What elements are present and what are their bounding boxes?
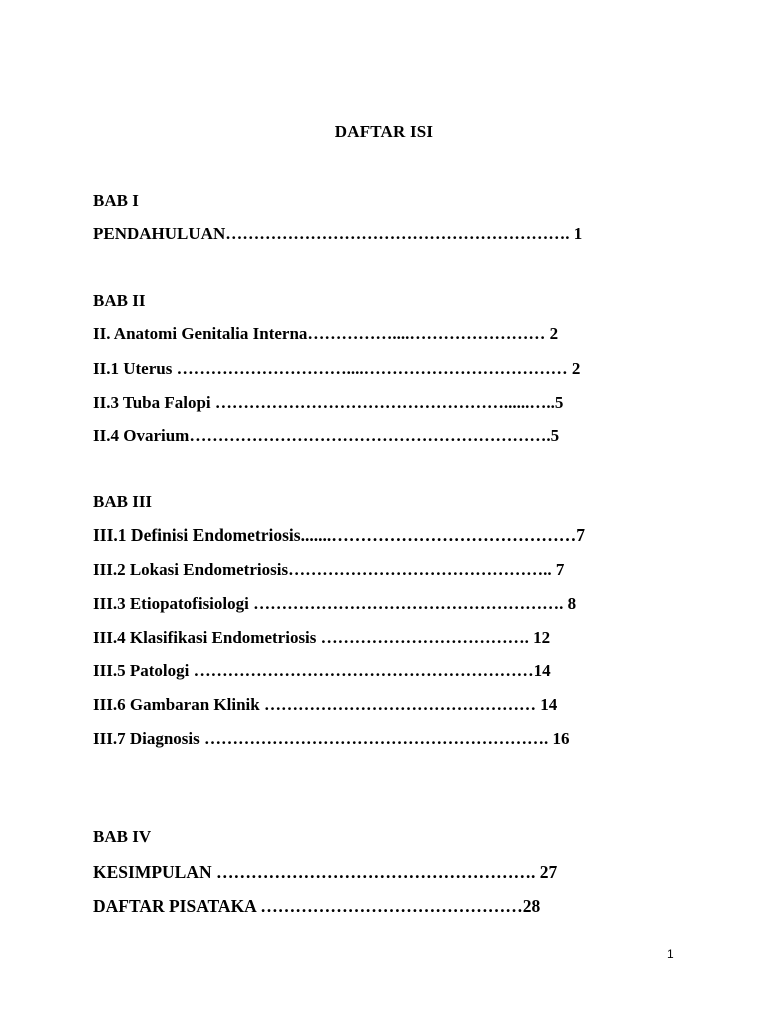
- page-title: DAFTAR ISI: [334, 122, 434, 141]
- chapter-2-heading: BAB II: [93, 291, 146, 310]
- toc-entry-ovarium: II.4 Ovarium……………………………………………………….5: [93, 426, 560, 445]
- chapter-4-heading: BAB IV: [93, 827, 152, 846]
- toc-entry-lokasi-endometriosis: III.2 Lokasi Endometriosis……………………………………….. 7: [93, 560, 565, 579]
- toc-entry-diagnosis: III.7 Diagnosis ……………………………………………………. 16: [93, 729, 570, 748]
- toc-entry-uterus: II.1 Uterus …………………………....……………………………… 2: [93, 359, 581, 378]
- toc-entry-tuba-falopi: II.3 Tuba Falopi ……………………………………………......…..5: [93, 393, 564, 412]
- toc-entry-gambaran-klinik: III.6 Gambaran Klinik ………………………………………… 14: [93, 695, 558, 714]
- page-number: 1: [667, 947, 674, 961]
- chapter-3-heading: BAB III: [93, 492, 153, 511]
- toc-entry-daftar-pustaka: DAFTAR PISATAKA ………………………………………28: [93, 896, 541, 916]
- toc-entry-pendahuluan: PENDAHULUAN……………………………………………………. 1: [93, 224, 583, 243]
- toc-entry-anatomi-genitalia-interna: II. Anatomi Genitalia Interna……………....…………………… 2: [93, 324, 559, 343]
- toc-entry-patologi: III.5 Patologi ……………………………………………………14: [93, 661, 551, 680]
- toc-entry-etiopatofisiologi: III.3 Etiopatofisiologi ………………………………………………. 8: [93, 594, 577, 613]
- toc-entry-klasifikasi-endometriosis: III.4 Klasifikasi Endometriosis ………………………………. 12: [93, 628, 551, 647]
- toc-entry-kesimpulan: KESIMPULAN ………………………………………………. 27: [93, 862, 558, 882]
- toc-entry-definisi-endometriosis: III.1 Definisi Endometriosis.......……………………………………7: [93, 525, 585, 545]
- chapter-1-heading: BAB I: [93, 191, 139, 210]
